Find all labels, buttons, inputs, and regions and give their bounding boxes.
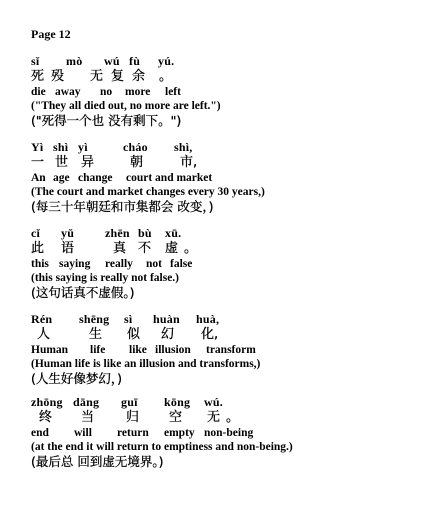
pinyin-word: sì — [124, 312, 133, 326]
pinyin-word: Yì — [31, 140, 44, 154]
gloss-word: away — [55, 86, 81, 98]
pinyin-word: sǐ — [31, 54, 40, 68]
chinese-char: 幻 — [161, 327, 175, 342]
pinyin-word: mò — [66, 54, 83, 68]
chinese-char: 不 — [138, 241, 152, 256]
pinyin-word: yú. — [158, 54, 175, 68]
chinese-char: 人 — [37, 327, 51, 342]
gloss-word: change — [78, 172, 113, 184]
gloss-word: saying — [59, 258, 91, 270]
english-translation: ("They all died out, no more are left.") — [31, 100, 221, 112]
gloss-word: more — [125, 86, 151, 98]
chinese-char: 似 — [127, 327, 141, 342]
pinyin-word: shēng — [79, 312, 110, 326]
english-translation: (this saying is really not false.) — [31, 272, 180, 284]
chinese-char: 无 — [90, 69, 104, 84]
pinyin-word: Rén — [31, 312, 53, 326]
pinyin-word: shì, — [174, 140, 193, 154]
pinyin-word: huà, — [196, 312, 220, 326]
chinese-char: 无 — [207, 410, 221, 425]
gloss-word: die — [31, 86, 46, 98]
pinyin-word: kōng — [164, 395, 191, 409]
chinese-char: 归 — [126, 410, 140, 425]
gloss-word: like — [129, 344, 147, 356]
pinyin-word: huàn — [153, 312, 180, 326]
gloss-word: left — [165, 86, 181, 98]
chinese-char: 复 — [111, 69, 125, 84]
pinyin-word: xū. — [165, 226, 182, 240]
gloss-word: non-being — [204, 427, 254, 439]
chinese-char: 虚 — [165, 241, 179, 256]
chinese-char: 殁 — [51, 69, 65, 84]
chinese-char: 一 — [31, 155, 45, 170]
page-number: Page 12 — [31, 27, 71, 41]
gloss-word: really — [105, 258, 133, 270]
chinese-char: 市, — [180, 155, 198, 170]
chinese-char: 当 — [81, 410, 95, 425]
pinyin-word: cǐ — [31, 226, 41, 240]
gloss-word: Human — [31, 344, 69, 356]
chinese-char: 真 — [113, 241, 127, 256]
english-translation: (Human life is like an illusion and transforms,) — [31, 358, 261, 370]
pinyin-word: dāng — [73, 395, 100, 409]
gloss-word: An — [31, 172, 46, 184]
pinyin-word: shì — [53, 140, 69, 154]
gloss-word: this — [31, 258, 49, 270]
pinyin-word: zhēn — [105, 226, 130, 240]
chinese-char: 。 — [226, 410, 240, 425]
chinese-char: 。 — [184, 241, 198, 256]
gloss-word: return — [117, 427, 149, 439]
chinese-char: 异 — [81, 155, 95, 170]
gloss-word: false — [170, 258, 193, 270]
chinese-char: 世 — [55, 155, 69, 170]
chinese-char: 空 — [169, 410, 183, 425]
chinese-char: 生 — [89, 327, 103, 342]
pinyin-word: yǔ — [61, 226, 75, 240]
gloss-word: end — [31, 427, 49, 439]
pinyin-word: fù — [129, 54, 141, 68]
pinyin-word: guī — [121, 395, 138, 409]
gloss-word: no — [100, 86, 113, 98]
chinese-char: 此 — [31, 241, 45, 256]
gloss-word: not — [146, 258, 162, 270]
chinese-char: 化, — [201, 327, 219, 342]
chinese-char: 语 — [61, 241, 75, 256]
gloss-word: court and market — [126, 172, 213, 184]
pinyin-word: bù — [138, 226, 152, 240]
chinese-translation: (人生好像梦幻，) — [31, 371, 123, 386]
english-translation: (at the end it will return to emptiness and non-being.) — [31, 441, 293, 453]
gloss-word: transform — [206, 344, 256, 356]
pinyin-word: cháo — [123, 140, 148, 154]
gloss-word: life — [90, 344, 106, 356]
pinyin-word: wú. — [204, 395, 223, 409]
chinese-char: 终 — [39, 410, 53, 425]
chinese-char: 朝 — [130, 155, 144, 170]
gloss-word: illusion — [155, 344, 191, 356]
chinese-char: 死 — [31, 69, 45, 84]
chinese-translation: (每三十年朝廷和市集都会 改变，) — [31, 199, 214, 214]
chinese-translation: ("死得一个也 没有剩下。") — [31, 113, 182, 128]
chinese-translation: (最后总 回到虚无境界。) — [31, 454, 164, 469]
pinyin-word: wú — [104, 54, 120, 68]
gloss-word: will — [74, 427, 92, 439]
pinyin-word: yì — [78, 140, 88, 154]
chinese-translation: (这句话真不虚假。) — [31, 285, 135, 300]
gloss-word: empty — [164, 427, 195, 439]
pinyin-word: zhōng — [31, 395, 63, 409]
gloss-word: age — [53, 172, 70, 184]
chinese-char: 余 — [132, 69, 146, 84]
chinese-char: 。 — [159, 69, 173, 84]
english-translation: (The court and market changes every 30 years,) — [31, 186, 265, 198]
